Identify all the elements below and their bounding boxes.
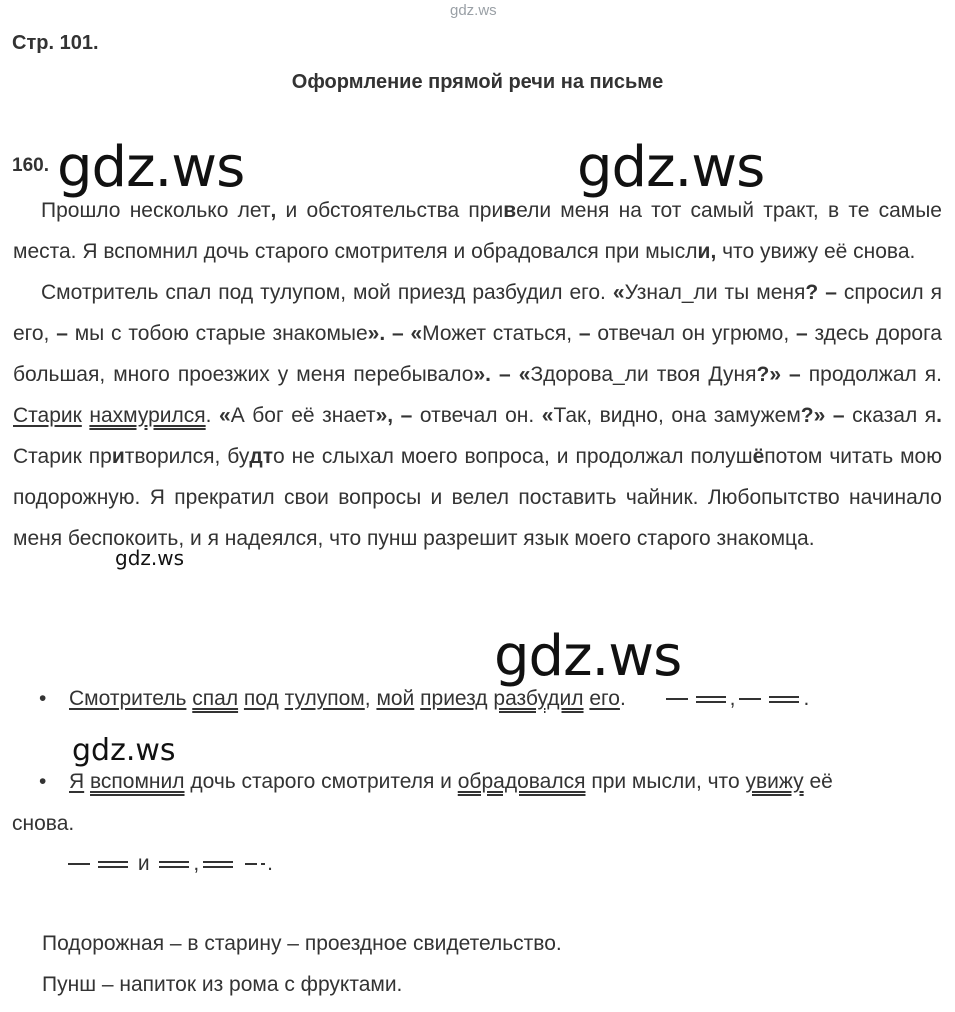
bullet-1: • Смотритель спал под тулупом, мой приезд разбудил его. , .: [12, 678, 942, 719]
bullet-dot: •: [39, 687, 47, 710]
watermark-right: gdz.ws: [577, 135, 765, 200]
paragraph-2: Смотритель спал под тулупом, мой приезд разбудил его. «Узнал_ли ты меня? – спросил я его, – мы с тобою старые знакомые». – «Может статься, – отвечал он угрюмо, – здесь дорога большая, много проезжих у меня перебывало». – «Здорова_ли твоя Дуня?» – продолжал я. Старик нахмурился. «А бог её знает», – отвечал он. «Так, видно, она замужем?» – сказал я. Старик притворился, будто не слыхал моего вопроса, и продолжал полушёпотом читать мою подорожную. Я прекратил свои вопросы и велел поставить чайник. Любопытство начинало меня беспокоить, и я надеялся, что пунш разрешит язык моего старого знакомца.: [13, 281, 942, 550]
exercise-text: [13, 190, 942, 559]
page-label: Стр. 101.: [12, 32, 99, 54]
bullet-2: • Я вспомнил дочь старого смотрителя и обрадовался при мысли, что увижу её: [12, 761, 942, 802]
bullet-dot: •: [39, 770, 47, 793]
sentence-scheme-1: , .: [662, 678, 810, 719]
sentence-scheme-2: и , .: [64, 843, 273, 884]
paragraph-1: Прошло несколько лет, и обстоятельства привели меня на тот самый тракт, в те самые места. Я вспомнил дочь старого смотрителя и обрадовался при мысли, что увижу её снова.: [13, 199, 942, 263]
section-title: Оформление прямой речи на письме: [291, 71, 664, 93]
watermark-top: gdz.ws: [450, 2, 497, 19]
watermark-mid: gdz.ws: [72, 733, 176, 768]
bullet-2-continuation: снова.: [12, 812, 75, 835]
exercise-number: 160.: [12, 155, 49, 176]
subject-underline: Старик: [13, 404, 82, 427]
watermark-left: gdz.ws: [57, 135, 245, 200]
watermark-center: gdz.ws: [494, 624, 682, 689]
watermark-small: gdz.ws: [115, 546, 185, 570]
note-2: Пунш – напиток из рома с фруктами.: [42, 973, 403, 996]
predicate-underline: нахмурился: [89, 404, 206, 427]
note-1: Подорожная – в старину – проездное свидетельство.: [42, 932, 562, 955]
